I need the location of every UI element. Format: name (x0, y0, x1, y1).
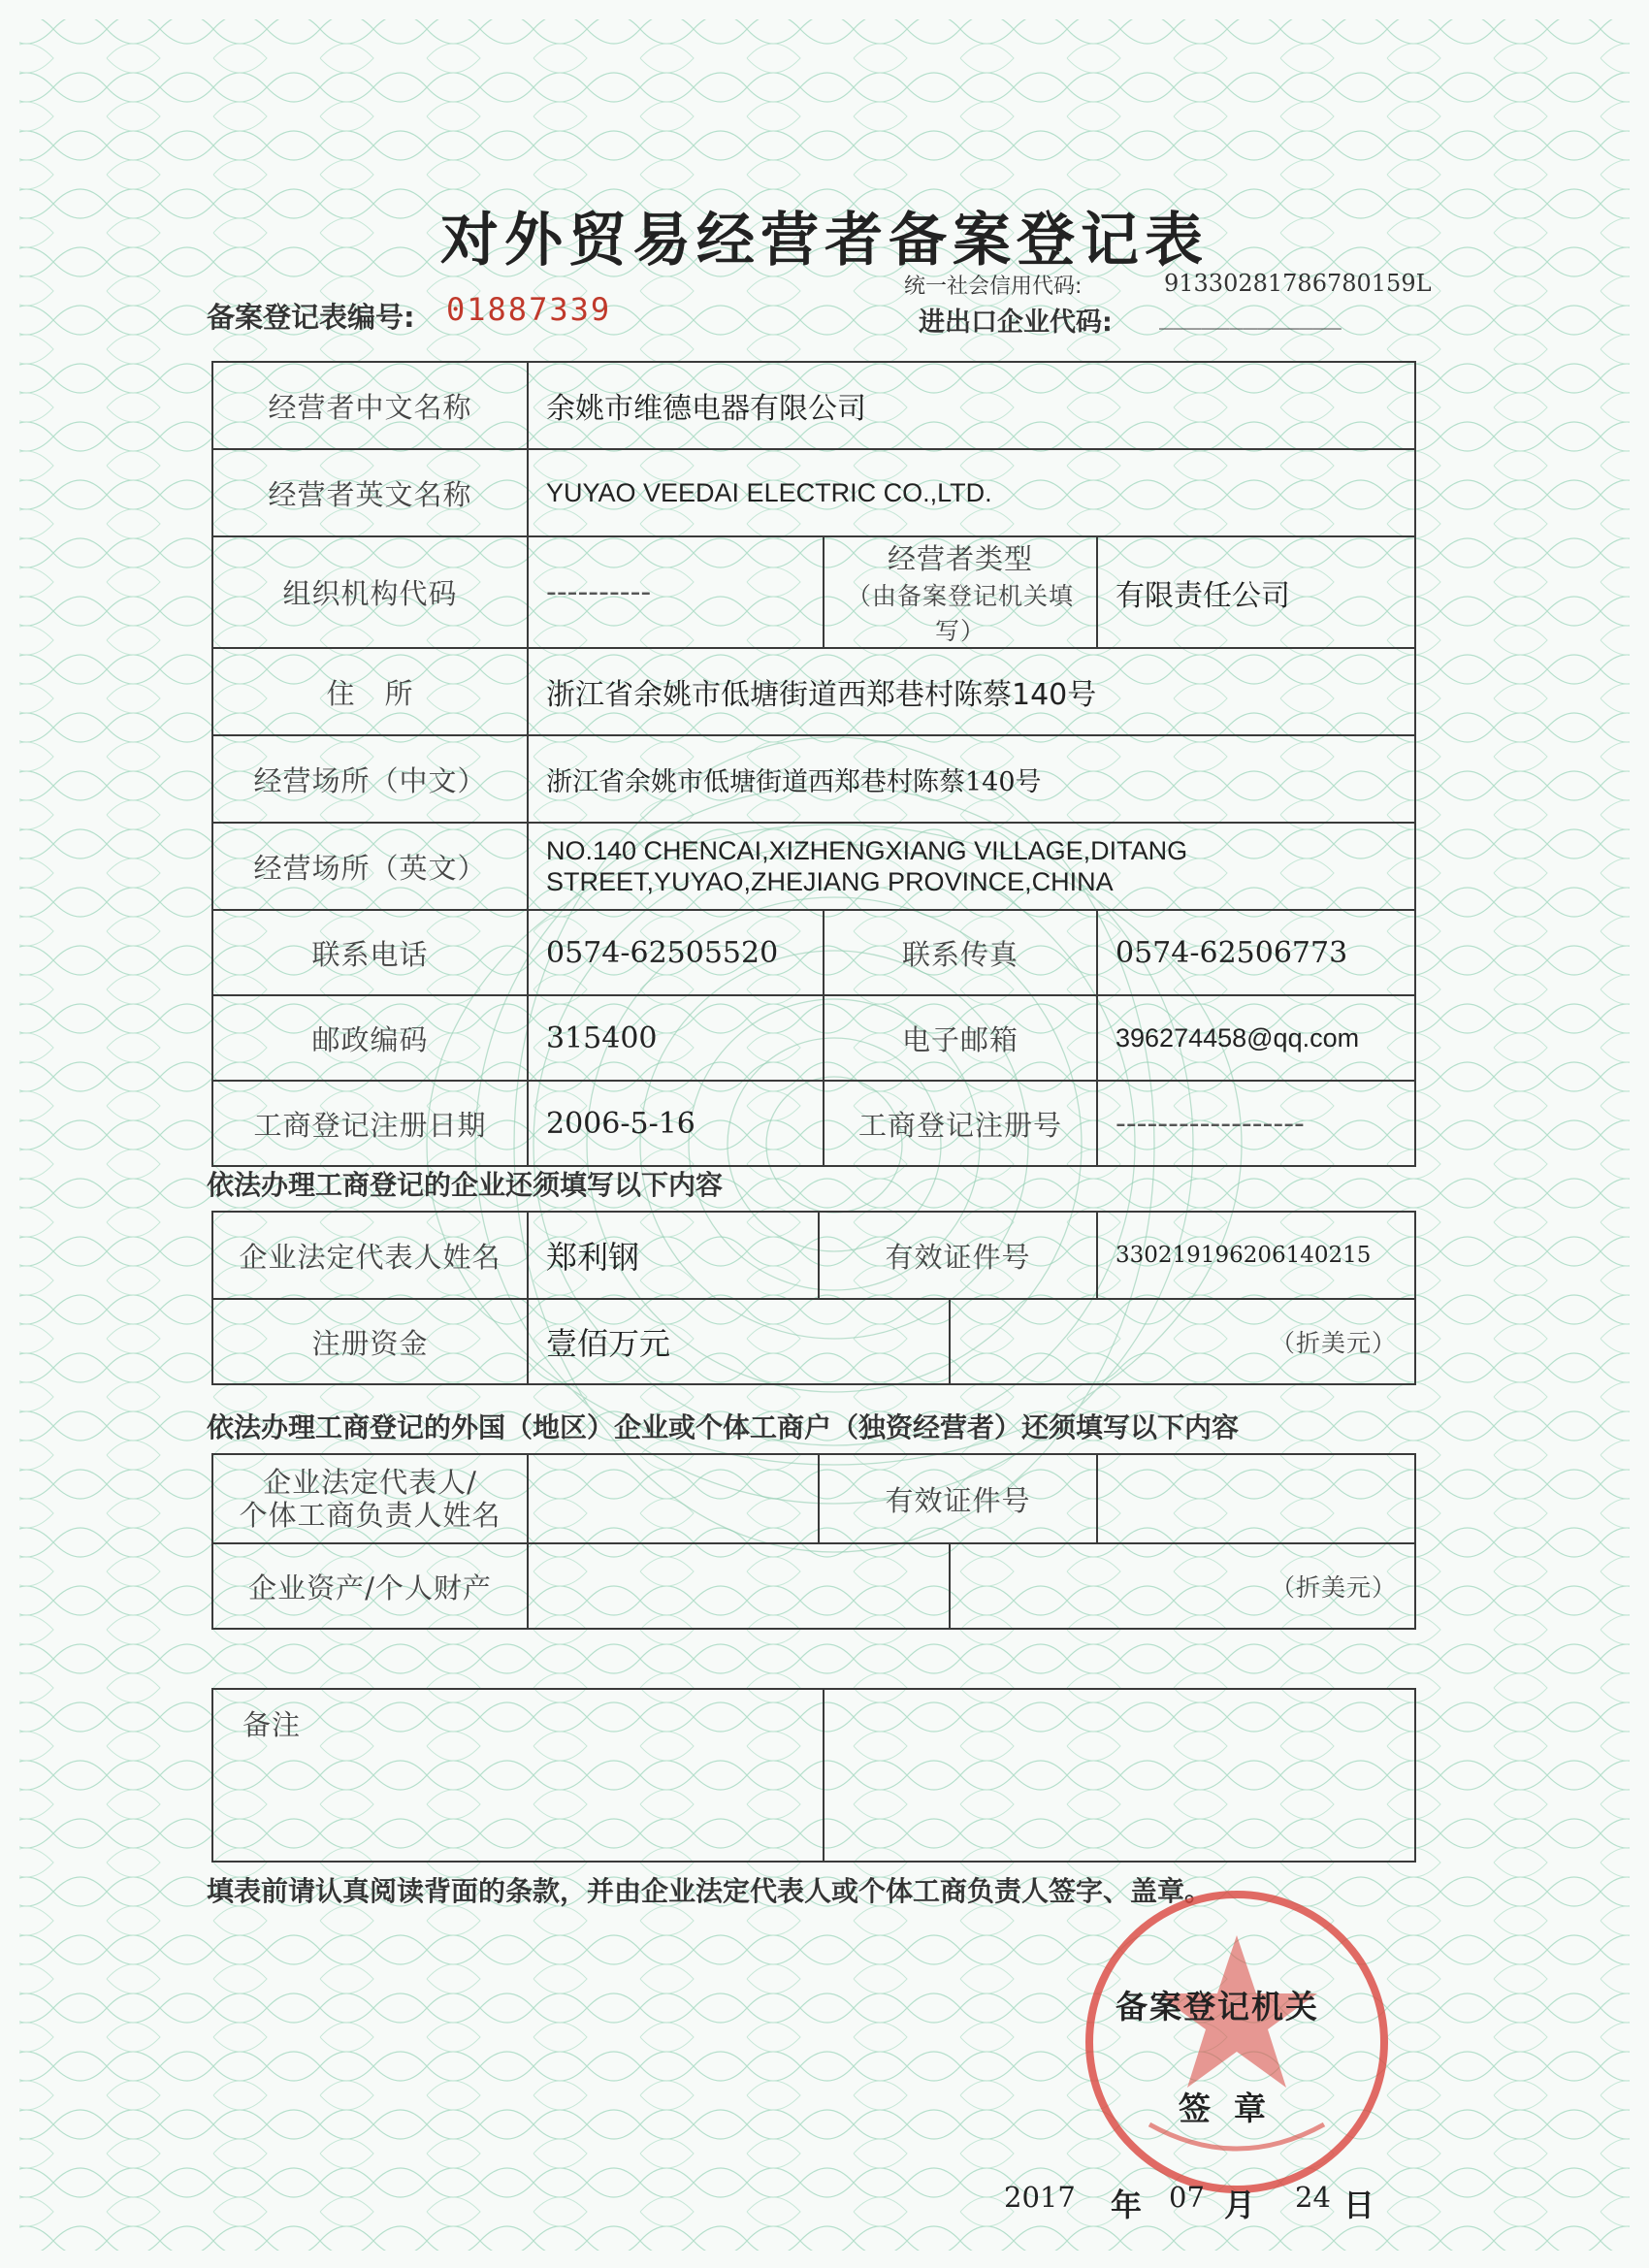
phone-label: 联系电话 (212, 910, 528, 995)
address-value: 浙江省余姚市低塘街道西郑巷村陈蔡140号 (528, 648, 1415, 735)
phone-value: 0574-62505520 (528, 910, 824, 995)
remarks-table (211, 1688, 1416, 1863)
org-code-label: 组织机构代码 (212, 536, 528, 648)
operator-type-label-line1: 经营者类型 (887, 542, 1033, 575)
date-year-unit (1111, 2181, 1142, 2225)
id-number-label: 有效证件号 (819, 1454, 1097, 1543)
table-row (212, 1689, 1415, 1862)
table-row (212, 362, 1415, 449)
registration-date-label: 工商登记注册日期 (212, 1081, 528, 1166)
credit-code-value: 91330281786780159L (1164, 270, 1432, 297)
legal-rep-label: 企业法定代表人姓名 (212, 1212, 528, 1299)
year-value: 2017 (1004, 2181, 1076, 2214)
business-reg-no-label: 工商登记注册号 (824, 1081, 1097, 1166)
table-row (212, 1081, 1415, 1166)
remarks-value (824, 1689, 1415, 1862)
assets-label: 企业资产/个人财产 (212, 1543, 528, 1629)
address-label: 住 所 (212, 648, 528, 735)
site-en-value-line2: STREET,YUYAO,ZHEJIANG PROVINCE,CHINA (546, 867, 1114, 896)
site-en-label: 经营场所（英文） (212, 823, 528, 910)
postcode-value: 315400 (528, 995, 824, 1081)
registration-authority-label: 备案登记机关 (1116, 1988, 1319, 2025)
id-number-value: 330219196206140215 (1097, 1212, 1415, 1299)
name-en-value: YUYAO VEEDAI ELECTRIC CO.,LTD. (528, 449, 1415, 536)
import-export-code-value: _____________ (1159, 303, 1342, 330)
table-row (212, 823, 1415, 910)
import-export-code-label: 进出口企业代码: (919, 308, 1113, 338)
fax-value: 0574-62506773 (1097, 910, 1415, 995)
name-cn-label: 经营者中文名称 (212, 362, 528, 449)
table-row (212, 1454, 1415, 1543)
assets-value (528, 1543, 950, 1629)
date-month-unit (1224, 2181, 1255, 2225)
date-year (1004, 2181, 1076, 2215)
usd-equivalent-label: （折美元） (950, 1299, 1415, 1384)
credit-code-label: 统一社会信用代码: (904, 275, 1083, 299)
table-row (212, 1212, 1415, 1299)
operator-type-label (824, 536, 1097, 648)
site-en-value-line1: NO.140 CHENCAI,XIZHENGXIANG VILLAGE,DITANG (546, 836, 1188, 865)
remarks-label: 备注 (242, 1708, 302, 1741)
table-row (212, 735, 1415, 823)
representative-label (212, 1454, 528, 1543)
month-unit: 月 (1224, 2187, 1256, 2223)
remarks-label-cell (212, 1689, 824, 1862)
date-day (1295, 2181, 1331, 2215)
form-title: 对外贸易经营者备案登记表 (440, 207, 1209, 275)
table-row (212, 910, 1415, 995)
name-en-label: 经营者英文名称 (212, 449, 528, 536)
date-month (1169, 2181, 1205, 2215)
operator-info-table (211, 361, 1416, 1167)
official-seal-stamp (1077, 1882, 1397, 2202)
representative-value (528, 1454, 819, 1543)
table-row (212, 1299, 1415, 1384)
section3-heading: 依法办理工商登记的外国（地区）企业或个体工商户（独资经营者）还须填写以下内容 (207, 1411, 1240, 1443)
name-cn-value: 余姚市维德电器有限公司 (528, 362, 1415, 449)
registration-date-value: 2006-5-16 (528, 1081, 824, 1166)
site-cn-value: 浙江省余姚市低塘街道西郑巷村陈蔡140号 (528, 735, 1415, 823)
operator-type-label-line2: （由备案登记机关填写） (846, 582, 1074, 645)
email-value: 396274458@qq.com (1097, 995, 1415, 1081)
date-day-unit (1343, 2181, 1374, 2225)
table-row (212, 1543, 1415, 1629)
year-unit: 年 (1111, 2187, 1143, 2223)
representative-label-line1: 企业法定代表人/ (263, 1466, 477, 1499)
table-row (212, 536, 1415, 648)
registration-number-value: 01887339 (446, 291, 612, 328)
table-row (212, 995, 1415, 1081)
signature-seal-label: 签章 (1179, 2090, 1289, 2127)
id-number-value (1097, 1454, 1415, 1543)
footer-instruction: 填表前请认真阅读背面的条款，并由企业法定代表人或个体工商负责人签字、盖章。 (207, 1875, 1212, 1907)
table-row (212, 648, 1415, 735)
business-reg-no-value: ------------------ (1097, 1081, 1415, 1166)
site-cn-label: 经营场所（中文） (212, 735, 528, 823)
registered-capital-label: 注册资金 (212, 1299, 528, 1384)
day-unit: 日 (1343, 2187, 1375, 2223)
section2-heading: 依法办理工商登记的企业还须填写以下内容 (207, 1169, 724, 1201)
legal-rep-value: 郑利钢 (528, 1212, 819, 1299)
operator-type-value: 有限责任公司 (1097, 536, 1415, 648)
enterprise-info-table (211, 1211, 1416, 1385)
day-value: 24 (1295, 2181, 1331, 2214)
registered-capital-value: 壹佰万元 (528, 1299, 950, 1384)
postcode-label: 邮政编码 (212, 995, 528, 1081)
registration-number-label: 备案登记表编号: (207, 301, 415, 334)
fax-label: 联系传真 (824, 910, 1097, 995)
email-label: 电子邮箱 (824, 995, 1097, 1081)
foreign-enterprise-table (211, 1453, 1416, 1630)
table-row (212, 449, 1415, 536)
id-number-label: 有效证件号 (819, 1212, 1097, 1299)
month-value: 07 (1169, 2181, 1205, 2214)
org-code-value: ---------- (528, 536, 824, 648)
site-en-value (528, 823, 1415, 910)
usd-equivalent-label: （折美元） (950, 1543, 1415, 1629)
representative-label-line2: 个体工商负责人姓名 (239, 1499, 501, 1532)
